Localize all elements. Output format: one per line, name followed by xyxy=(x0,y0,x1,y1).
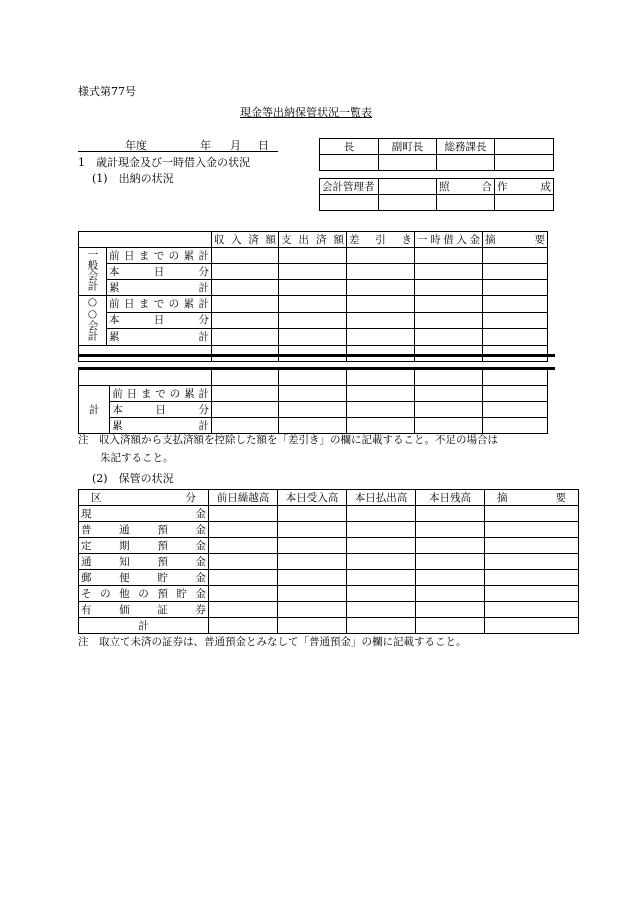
row-total-2: 累 計 xyxy=(107,329,212,346)
row-today-3: 本 日 分 xyxy=(110,402,212,418)
approval-blank2 xyxy=(379,179,437,195)
row2-time: 定期預金 xyxy=(79,538,209,554)
approval-blank xyxy=(495,139,554,155)
row2-other: その他の預貯金 xyxy=(79,586,209,602)
row2-notice: 通知預金 xyxy=(79,554,209,570)
hdr-balance: 差 引 き xyxy=(347,232,415,248)
approval-check: 照 合 xyxy=(437,179,495,195)
row-prev-3: 前日までの累計 xyxy=(110,386,212,402)
row2-ordinary: 普通預金 xyxy=(79,522,209,538)
note-2: 注 取立て未済の証券は、普通預金とみなして「普通預金」の欄に記載すること。 xyxy=(78,636,467,648)
date-m-label: 月 xyxy=(230,139,241,152)
row-total-3: 累 計 xyxy=(110,418,212,434)
date-underline xyxy=(78,151,278,152)
row-prev-1: 前日までの累計 xyxy=(107,248,212,264)
group-total-label: 計 xyxy=(79,386,110,434)
row2-cash: 現 金 xyxy=(79,506,209,522)
date-year-label: 年度 xyxy=(125,139,147,152)
approval-table-1 xyxy=(319,138,554,171)
hdr-expense: 支出済額 xyxy=(279,232,347,248)
hdr2-paid: 本日払出高 xyxy=(347,490,416,506)
section1-heading: 1 歳計現金及び一時借入金の状況 xyxy=(78,156,250,169)
row2-postal: 郵便貯金 xyxy=(79,570,209,586)
hdr2-category: 区 分 xyxy=(79,490,209,506)
page-title: 現金等出納保管状況一覧表 xyxy=(240,106,372,119)
hdr-remarks: 摘 要 xyxy=(483,232,548,248)
row-prev-2: 前日までの累計 xyxy=(107,296,212,313)
row-today-1: 本 日 分 xyxy=(107,264,212,280)
cash-table-bottom xyxy=(78,369,548,434)
approval-head: 長 xyxy=(320,139,379,155)
date-d-label: 日 xyxy=(258,139,269,152)
group-other-label: ○○会計 xyxy=(86,296,99,341)
note-1-line2: 朱記すること。 xyxy=(100,452,174,464)
row2-total: 計 xyxy=(79,618,209,634)
row-total-1: 累 計 xyxy=(107,280,212,296)
row-today-2: 本 日 分 xyxy=(107,312,212,329)
hdr2-received: 本日受入高 xyxy=(278,490,347,506)
hdr-income: 収入済額 xyxy=(212,232,279,248)
cash-table-top xyxy=(78,231,548,362)
hdr2-remarks: 摘 要 xyxy=(485,490,579,506)
group-general-label: 一般会計 xyxy=(86,248,99,291)
break-line-top xyxy=(78,354,555,357)
approval-director: 総務課長 xyxy=(437,139,495,155)
storage-table xyxy=(78,489,579,634)
approval-table-2 xyxy=(319,178,554,211)
section1-sub: (1) 出納の状況 xyxy=(92,172,174,185)
hdr2-balance: 本日残高 xyxy=(416,490,485,506)
form-number: 様式第77号 xyxy=(78,85,136,98)
date-y-label: 年 xyxy=(200,139,211,152)
section2-sub: (2) 保管の状況 xyxy=(92,472,174,485)
hdr2-carryover: 前日繰越高 xyxy=(209,490,278,506)
note-1-line1: 注 収入済額から支払済額を控除した額を「差引き」の欄に記載すること。不足の場合は xyxy=(78,434,498,446)
approval-deputy: 副町長 xyxy=(379,139,437,155)
hdr-loan: 一時借入金 xyxy=(415,232,483,248)
approval-accountant: 会計管理者 xyxy=(320,179,379,195)
row2-securities: 有価証券 xyxy=(79,602,209,618)
approval-create: 作 成 xyxy=(495,179,554,195)
